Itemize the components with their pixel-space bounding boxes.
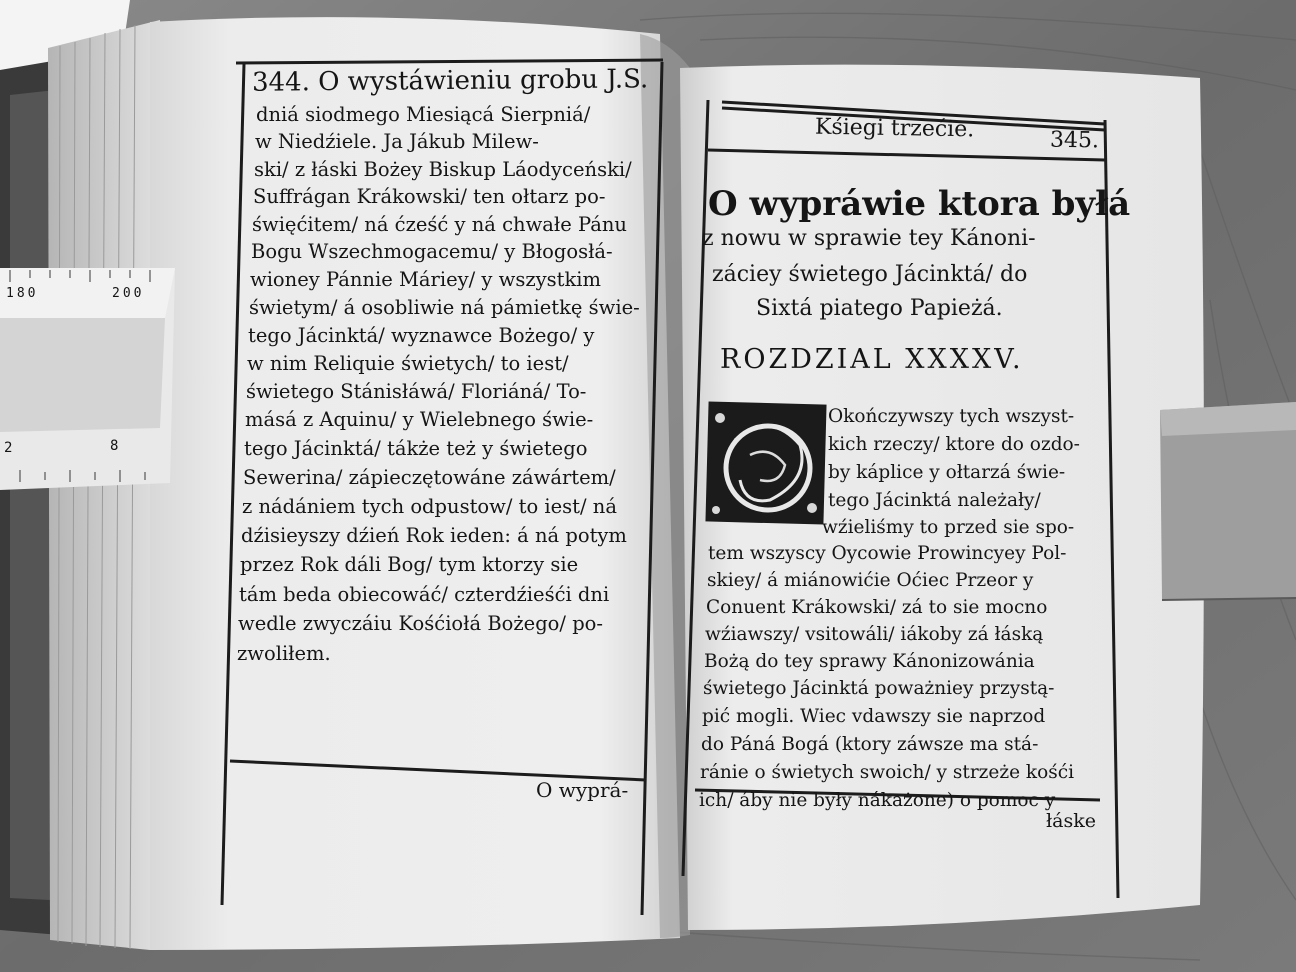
right-text-line: tem wszyscy Oycowie Prowincyey Pol- [708, 543, 1067, 564]
chapter-heading: ROZDZIAL XXXXV. [720, 344, 1024, 375]
left-text-line: świetego Stánisłáwá/ Floriáná/ To- [246, 380, 587, 403]
right-text-line: ich/ áby nie były nákażone) o pomoc y [699, 790, 1056, 811]
right-page-header: Kśiegi trzećie. [814, 114, 975, 143]
left-text-line: w Niedźiele. Ja Jákub Milew- [255, 130, 539, 153]
left-text-line: w nim Reliquie świetych/ to iest/ [247, 352, 569, 375]
right-text-line: kich rzeczy/ ktore do ozdo- [828, 434, 1080, 455]
ruler-number-200: 200 [112, 286, 145, 301]
left-text-line: świetym/ á osobliwie ná pámietkę świe- [249, 296, 640, 319]
right-text-line: do Páná Bogá (ktory záwsze ma stá- [701, 734, 1039, 755]
chapter-title-line: z nowu w sprawie tey Kánoni- [702, 226, 1036, 251]
right-text-line: wźieliśmy to przed sie spo- [822, 517, 1075, 538]
right-text-line: ránie o świetych swoich/ y strzeże kośći [700, 762, 1075, 783]
chapter-title-line: Sixtá piatego Papieżá. [756, 296, 1003, 321]
right-text-line: wźiawszy/ vsitowáli/ iákoby zá łáską [705, 624, 1044, 645]
right-text-line: tego Jácinktá należały/ [828, 490, 1041, 511]
left-catchword: O wyprá- [536, 778, 629, 802]
right-text-line: Okończywszy tych wszyst- [828, 406, 1075, 427]
left-text-line: Suffrágan Krákowski/ ten ołtarz po- [253, 185, 606, 208]
left-text-line: wedle zwyczáiu Kośćiołá Bożego/ po- [238, 612, 604, 635]
left-text-line: święćitem/ ná ćześć y ná chwałe Pánu [252, 213, 627, 236]
left-text-line: z nádániem tych odpustow/ to iest/ ná [242, 495, 617, 518]
left-text-line: másá z Aquinu/ y Wielebnego świe- [245, 408, 594, 431]
left-text-line: Sewerina/ zápieczętowáne záwártem/ [243, 466, 616, 489]
left-text-line: dźisieyszy dźień Rok ieden: á ná potym [241, 524, 627, 547]
right-page-number: 345. [1049, 127, 1100, 154]
right-text-line: pić mogli. Wiec vdawszy sie naprzod [702, 706, 1046, 727]
left-text-line: wioney Pánnie Máriey/ y wszystkim [250, 268, 602, 291]
left-page-header: 344. O wystáwieniu grobu J.S. [251, 64, 649, 98]
ruler-number-8: 8 [110, 438, 119, 454]
right-text-line: by káplice y ołtarzá świe- [828, 462, 1066, 483]
left-text-line: zwoliłem. [237, 642, 331, 665]
right-text-line: świetego Jácinktá poważniey przystą- [703, 678, 1055, 699]
cover-panel [10, 90, 55, 900]
ruler-number-2: 2 [4, 440, 13, 456]
chapter-title-line: záciey świetego Jácinktá/ do [712, 262, 1028, 287]
left-text-line: dniá siodmego Miesiącá Sierpniá/ [256, 103, 591, 126]
right-text-line: skiey/ á miánowićie Oćiec Przeor y [707, 570, 1034, 591]
ruler-number-180: 180 [6, 286, 39, 301]
right-text-line: Bożą do tey sprawy Kánonizowánia [704, 651, 1035, 672]
wooden-clip [1160, 402, 1296, 600]
left-text-line: tám beda obiecowáć/ czterdźieśći dni [239, 583, 610, 606]
left-text-line: Bogu Wszechmogacemu/ y Błogosłá- [251, 240, 613, 263]
left-text-line: tego Jácinktá/ tákże też y świetego [244, 437, 588, 460]
ruler [0, 268, 175, 490]
left-text-line: tego Jácinktá/ wyznawce Bożego/ y [248, 324, 595, 347]
chapter-title-line: O wypráwie ktora byłá [708, 184, 1131, 224]
left-text-line: ski/ z łáski Bożey Biskup Láodyceński/ [254, 158, 632, 181]
right-text-line: Conuent Krákowski/ zá to sie mocno [706, 597, 1048, 618]
left-text-line: przez Rok dáli Bog/ tym ktorzy sie [240, 553, 579, 576]
right-catchword: łáske [1046, 810, 1096, 832]
